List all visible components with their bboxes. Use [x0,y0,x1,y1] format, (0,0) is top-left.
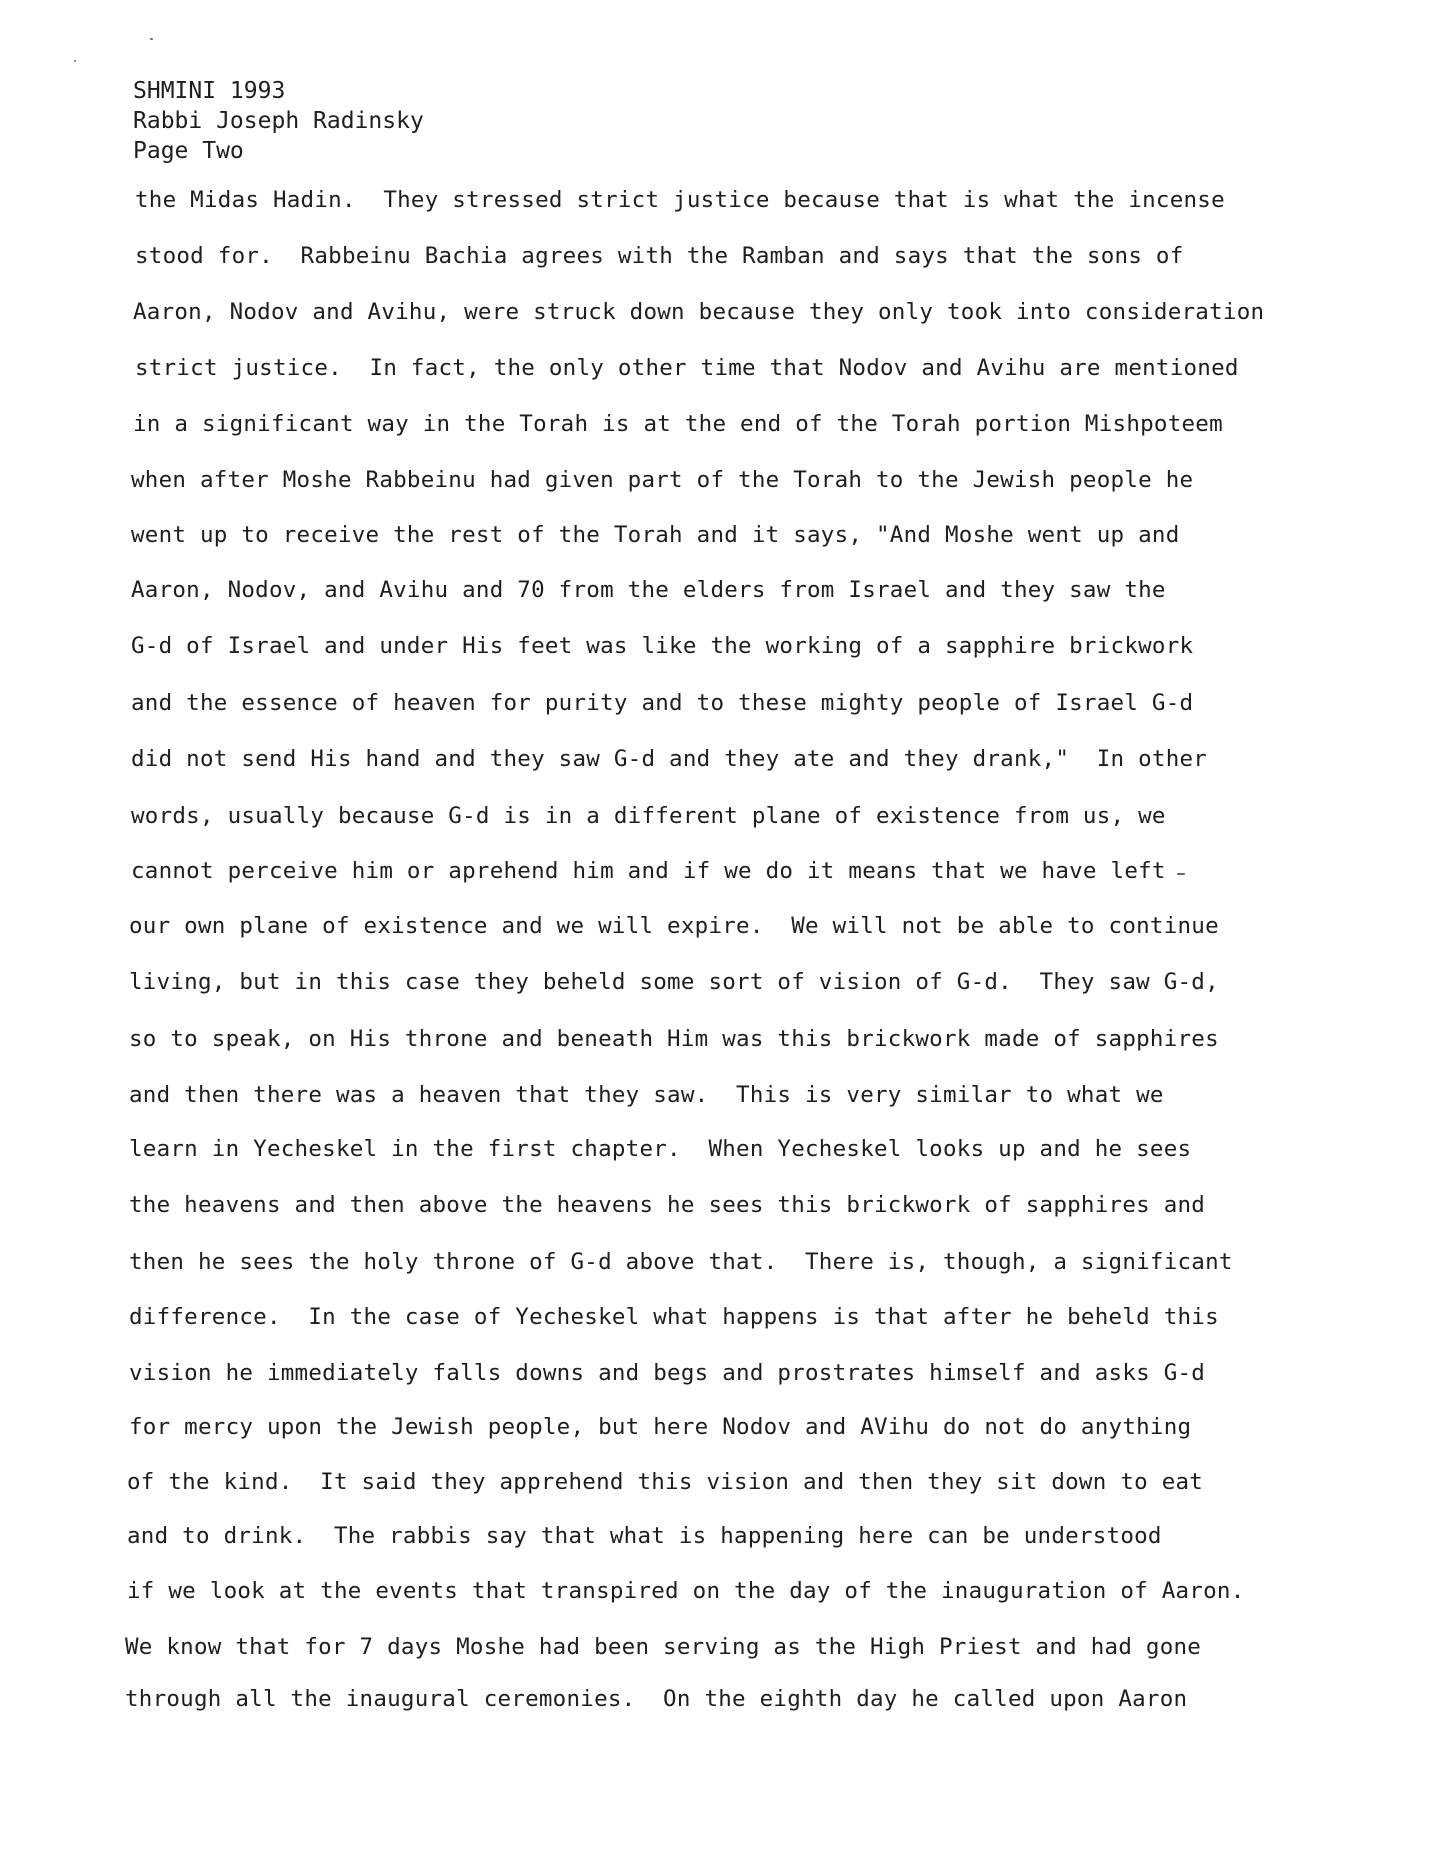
header-author: Rabbi Joseph Radinsky [133,108,424,134]
body-line: in a significant way in the Torah is at the end of the Torah portion Mishpoteem [133,411,1223,437]
body-line: difference. In the case of Yecheskel what happens is that after he beheld this [129,1304,1219,1330]
document-header [133,76,424,166]
body-line: stood for. Rabbeinu Bachia agrees with the Ramban and says that the sons of [135,243,1184,269]
header-page-number: Page Two [133,138,244,164]
body-line: of the kind. It said they apprehend this vision and then they sit down to eat [127,1469,1204,1495]
body-line: and to drink. The rabbis say that what is happening here can be understood [127,1523,1162,1549]
body-line: cannot perceive him or aprehend him and if we do it means that we have left [131,858,1166,884]
body-line: Aaron, Nodov and Avihu, were struck down because they only took into consideration [133,299,1265,325]
body-line: did not send His hand and they saw G-d and they ate and they drank," In other [131,746,1208,772]
body-line: so to speak, on His throne and beneath Him was this brickwork made of sapphires [129,1026,1219,1052]
body-line: and the essence of heaven for purity and to these mighty people of Israel G-d [131,690,1194,716]
body-line: strict justice. In fact, the only other time that Nodov and Avihu are mentioned [135,355,1239,381]
body-line: living, but in this case they beheld some sort of vision of G-d. They saw G-d, [129,969,1219,995]
body-line: Aaron, Nodov, and Avihu and 70 from the elders from Israel and they saw the [131,577,1166,603]
body-line: vision he immediately falls downs and begs and prostrates himself and asks G-d [129,1360,1206,1386]
body-line: and then there was a heaven that they saw. This is very similar to what we [129,1082,1164,1108]
body-line: G-d of Israel and under His feet was like the working of a sapphire brickwork [131,633,1194,659]
body-line: went up to receive the rest of the Torah and it says, "And Moshe went up and [131,522,1180,548]
scan-speck [74,60,76,62]
body-line: words, usually because G-d is in a different plane of existence from us, we [131,803,1166,829]
body-line: through all the inaugural ceremonies. On the eighth day he called upon Aaron [125,1686,1188,1712]
body-line: our own plane of existence and we will expire. We will not be able to continue [129,913,1219,939]
body-line: when after Moshe Rabbeinu had given part of the Torah to the Jewish people he [131,467,1194,493]
scan-speck [150,38,153,40]
body-line: the heavens and then above the heavens he sees this brickwork of sapphires and [129,1192,1206,1218]
body-line: learn in Yecheskel in the first chapter. When Yecheskel looks up and he sees [129,1136,1192,1162]
body-line: then he sees the holy throne of G-d above that. There is, though, a significant [129,1249,1233,1275]
header-title: SHMINI 1993 [133,78,286,104]
body-line: We know that for 7 days Moshe had been serving as the High Priest and had gone [125,1634,1202,1660]
scan-speck [1177,873,1185,875]
body-line: for mercy upon the Jewish people, but here Nodov and AVihu do not do anything [129,1414,1192,1440]
body-line: the Midas Hadin. They stressed strict justice because that is what the incense [135,187,1225,213]
body-line: if we look at the events that transpired on the day of the inauguration of Aaron. [127,1578,1245,1604]
